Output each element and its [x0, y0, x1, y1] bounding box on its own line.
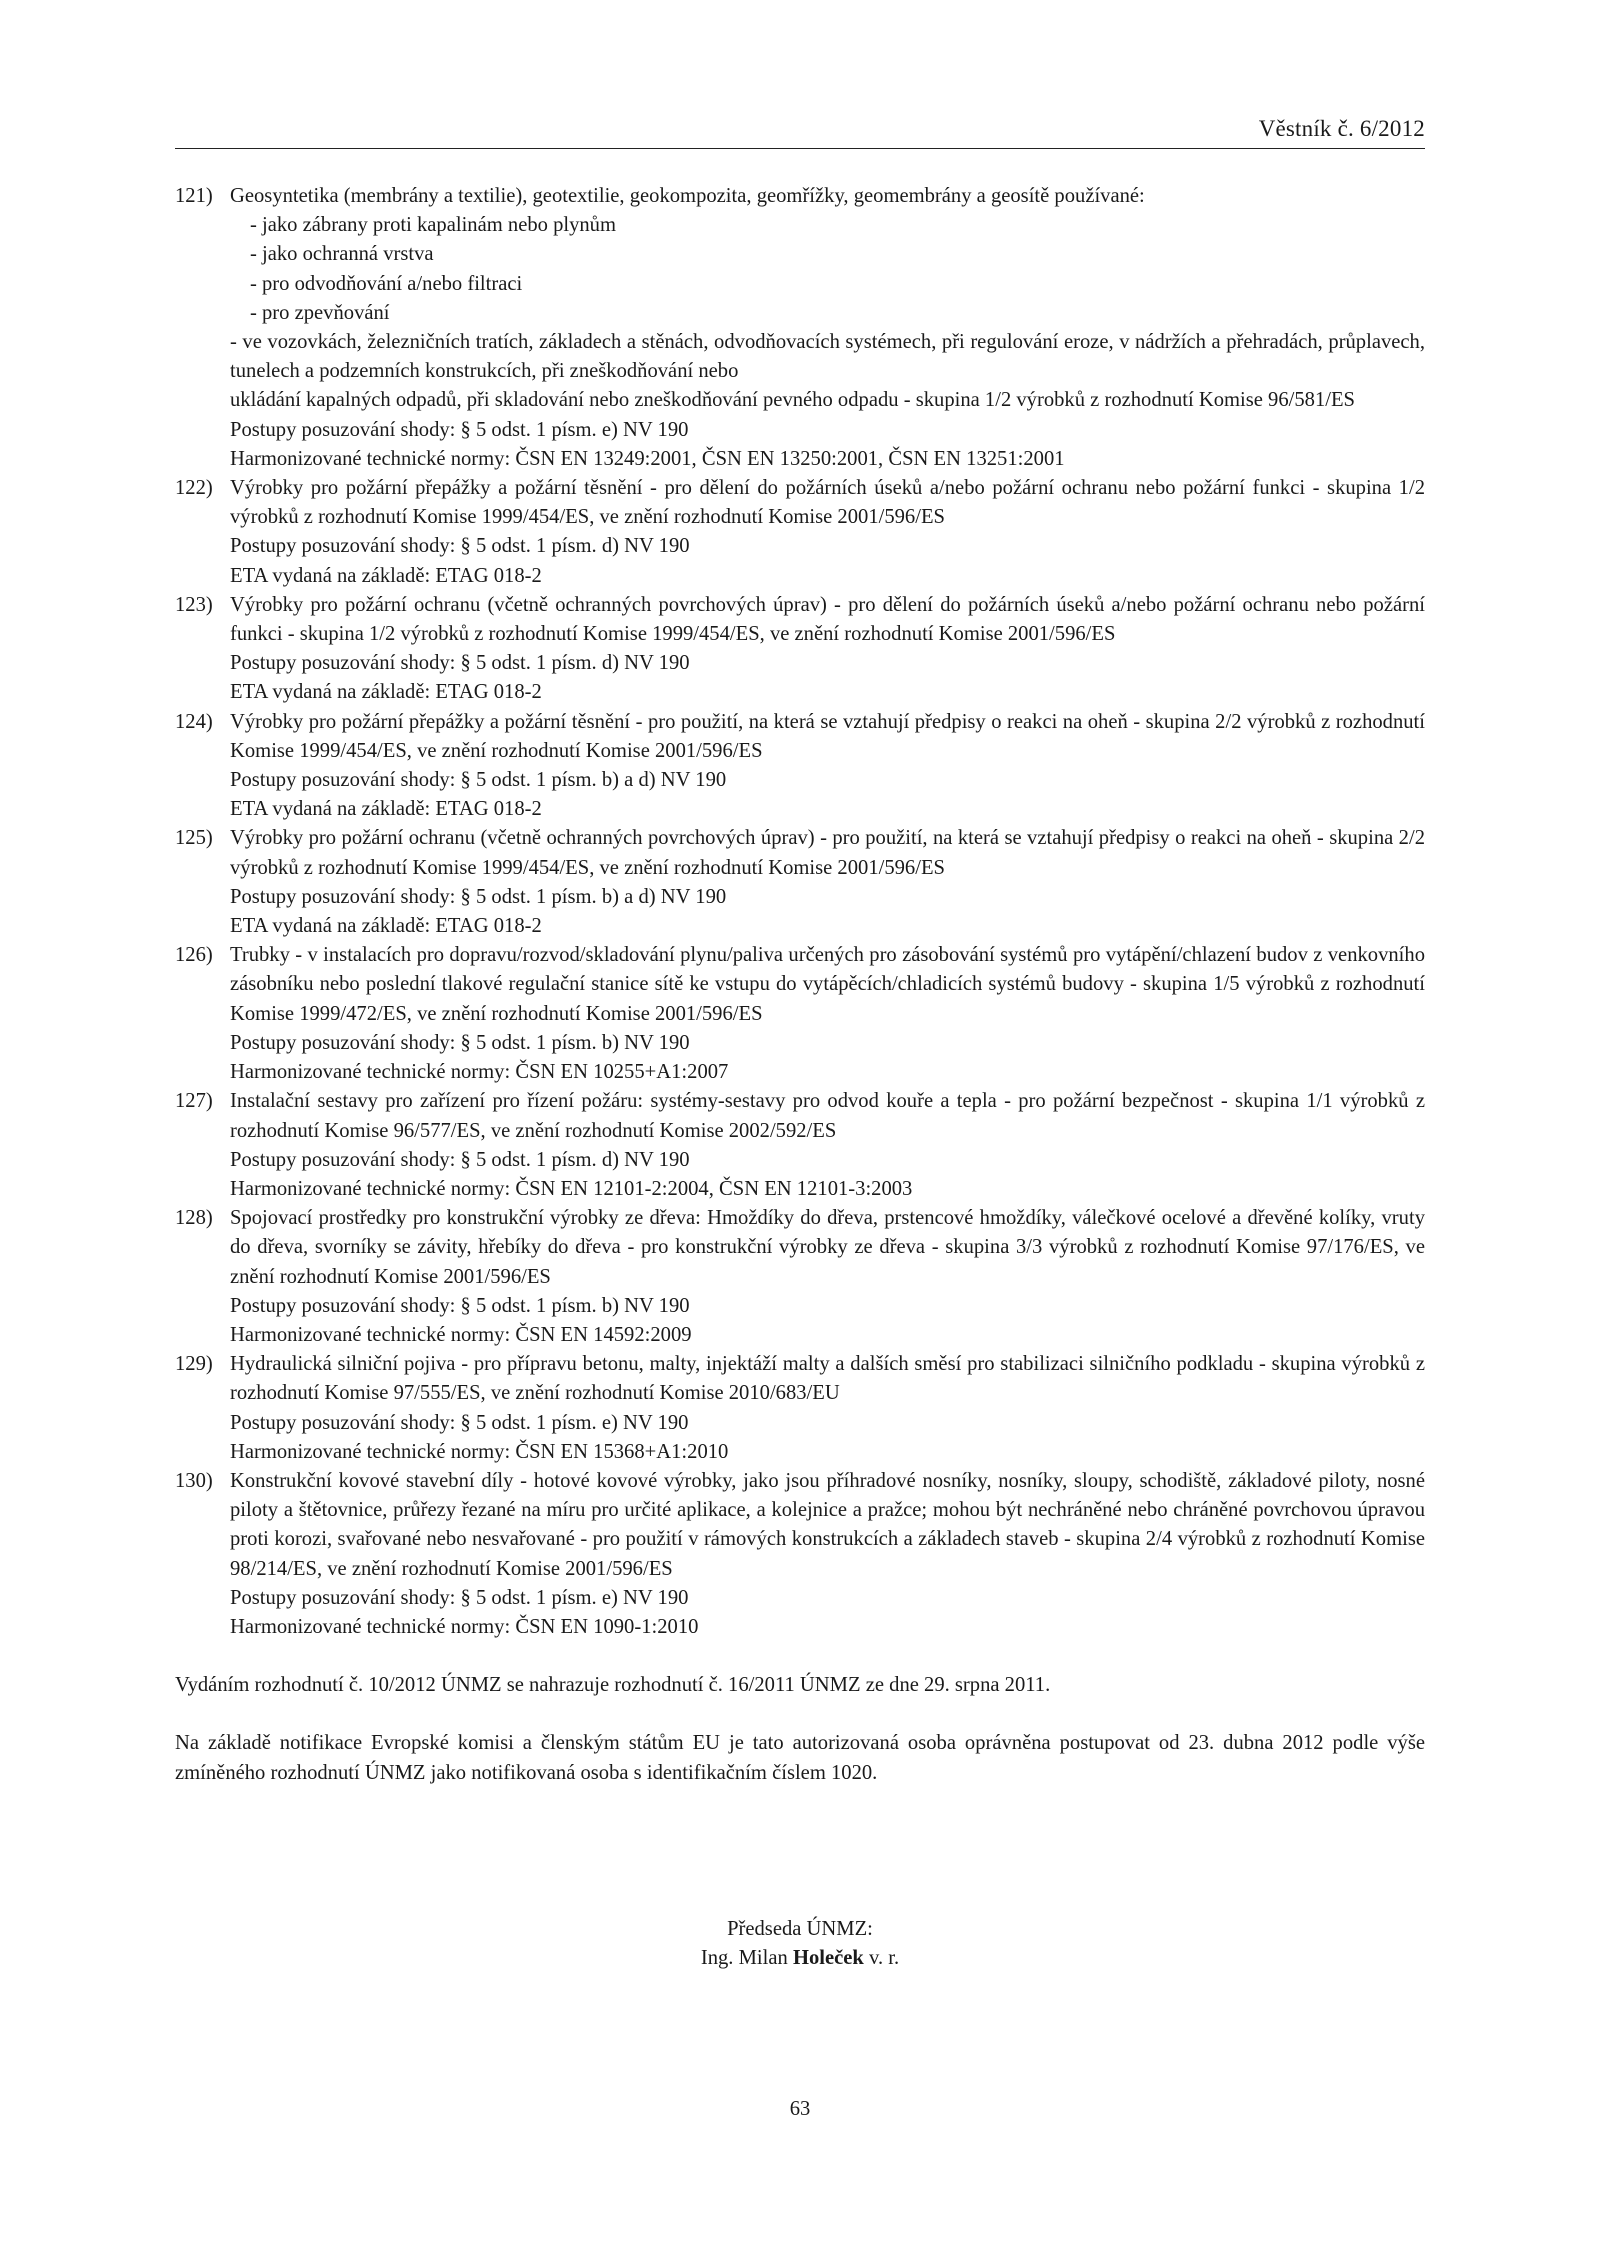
item-norms: ETA vydaná na základě: ETAG 018-2	[230, 915, 542, 938]
list-item	[175, 1467, 1425, 1642]
item-description: Geosyntetika (membrány a textilie), geotextilie, geokompozita, geomřížky, geomembrány a geosítě používané:	[230, 185, 1145, 207]
replacement-note: Vydáním rozhodnutí č. 10/2012 ÚNMZ se nahrazuje rozhodnutí č. 16/2011 ÚNMZ ze dne 29. srpna 2011.	[175, 1674, 1051, 1697]
signature-role: Předseda ÚNMZ:	[727, 1918, 873, 1940]
item-number: 126)	[175, 944, 213, 967]
item-body	[230, 1467, 1425, 1642]
item-number: 130)	[175, 1469, 213, 1492]
item-number: 125)	[175, 827, 213, 850]
item-norms: ETA vydaná na základě: ETAG 018-2	[230, 681, 542, 704]
signature-suffix: v. r.	[863, 1947, 900, 1970]
item-number: 122)	[175, 477, 213, 500]
item-body	[230, 182, 1425, 474]
item-body	[230, 1350, 1425, 1467]
item-subline: - pro zpevňování	[250, 301, 390, 324]
item-body	[230, 1087, 1425, 1204]
list-item	[175, 824, 1425, 941]
item-description: Hydraulická silniční pojiva - pro přípravu betonu, malty, injektáží malty a dalších směsí pro stabilizaci silničního podkladu - skupina výrobků z rozhodnutí Komise 97/555/ES, ve znění rozhodnutí Komise 2010/683/EU	[230, 1353, 1425, 1405]
item-norms: ETA vydaná na základě: ETAG 018-2	[230, 798, 542, 821]
item-description: Výrobky pro požární přepážky a požární těsnění - pro použití, na která se vztahují předpisy o reakci na oheň - skupina 2/2 výrobků z rozhodnutí Komise 1999/454/ES, ve znění rozhodnutí Komise 2001/596/ES	[230, 710, 1425, 762]
list-item	[175, 474, 1425, 591]
item-number: 121)	[175, 185, 213, 207]
list-item	[175, 1350, 1425, 1467]
item-procedure: Postupy posuzování shody: § 5 odst. 1 písm. b) NV 190	[230, 1294, 690, 1317]
item-norms: ETA vydaná na základě: ETAG 018-2	[230, 564, 542, 587]
signature-prefix: Ing. Milan	[700, 1947, 793, 1970]
item-procedure: Postupy posuzování shody: § 5 odst. 1 písm. e) NV 190	[230, 418, 689, 441]
item-description: Výrobky pro požární přepážky a požární těsnění - pro dělení do požárních úseků a/nebo požární ochranu nebo požární funkci - skupina 1/2 výrobků z rozhodnutí Komise 1999/454/ES, ve znění rozhodnutí Komise 2001/596/ES	[230, 477, 1425, 529]
item-description: Výrobky pro požární ochranu (včetně ochranných povrchových úprav) - pro dělení do požárních úseků a/nebo požární ochranu nebo požární funkci - skupina 1/2 výrobků z rozhodnutí Komise 1999/454/ES, ve znění rozhodnutí Komise 2001/596/ES	[230, 593, 1425, 646]
item-procedure: Postupy posuzování shody: § 5 odst. 1 písm. d) NV 190	[230, 652, 690, 675]
item-description: Konstrukční kovové stavební díly - hotové kovové výrobky, jako jsou příhradové nosníky, nosníky, sloupy, schodiště, základové piloty, nosné piloty a štětovnice, průřezy řezané na míru pro určité aplikace, a kolejnice a pražce; mohou být nechráněné nebo chráněné povrchovou úpravou proti korozi, svařované nebo nesvařované - pro použití v rámových konstrukcích a základech staveb - skupina 2/4 výrobků z rozhodnutí Komise 98/214/ES, ve znění rozhodnutí Komise 2001/596/ES	[230, 1469, 1425, 1580]
item-description: Spojovací prostředky pro konstrukční výrobky ze dřeva: Hmoždíky do dřeva, prstencové hmoždíky, válečkové ocelové a dřevěné kolíky, vruty do dřeva, svorníky se závity, hřebíky do dřeva - pro konstrukční výrobky ze dřeva - skupina 3/3 výrobků z rozhodnutí Komise 97/176/ES, ve znění rozhodnutí Komise 2001/596/ES	[230, 1207, 1425, 1288]
item-number: 124)	[175, 710, 213, 733]
item-body	[230, 1204, 1425, 1350]
item-procedure: Postupy posuzování shody: § 5 odst. 1 písm. e) NV 190	[230, 1586, 689, 1609]
page-number: 63	[789, 2098, 811, 2120]
item-number: 129)	[175, 1353, 213, 1376]
signature-block	[0, 1915, 1600, 1973]
item-procedure: Postupy posuzování shody: § 5 odst. 1 písm. d) NV 190	[230, 1148, 690, 1171]
list-item	[175, 941, 1425, 1087]
list-item	[175, 1204, 1425, 1350]
item-norms: Harmonizované technické normy: ČSN EN 15368+A1:2010	[230, 1440, 729, 1463]
item-norms: Harmonizované technické normy: ČSN EN 12101-2:2004, ČSN EN 12101-3:2003	[230, 1177, 913, 1200]
notification-note: Na základě notifikace Evropské komisi a členským státům EU je tato autorizovaná osoba oprávněna postupovat od 23. dubna 2012 podle výše zmíněného rozhodnutí ÚNMZ jako notifikovaná osoba s identifikačním číslem 1020.	[175, 1732, 1425, 1784]
item-subline: - jako ochranná vrstva	[250, 243, 434, 266]
item-procedure: Postupy posuzování shody: § 5 odst. 1 písm. d) NV 190	[230, 535, 690, 558]
list-item	[175, 591, 1425, 708]
signature-surname: Holeček	[792, 1947, 864, 1970]
item-body	[230, 474, 1425, 591]
item-norms: Harmonizované technické normy: ČSN EN 14592:2009	[230, 1323, 692, 1346]
list-item	[175, 708, 1425, 825]
product-list	[175, 182, 1425, 1642]
item-body	[230, 708, 1425, 825]
list-item	[175, 182, 1425, 474]
item-extra-text: - ve vozovkách, železničních tratích, základech a stěnách, odvodňovacích systémech, při regulování eroze, v nádržích a přehradách, průplavech, tunelech a podzemních konstrukcích, při zneškodňování nebo	[230, 331, 1425, 383]
list-item	[175, 1087, 1425, 1204]
journal-title: Věstník č. 6/2012	[1258, 116, 1425, 141]
item-subline: - jako zábrany proti kapalinám nebo plynům	[250, 214, 617, 237]
item-body	[230, 941, 1425, 1087]
item-number: 128)	[175, 1207, 213, 1230]
item-body	[230, 591, 1425, 708]
item-procedure: Postupy posuzování shody: § 5 odst. 1 písm. b) a d) NV 190	[230, 769, 727, 792]
item-procedure: Postupy posuzování shody: § 5 odst. 1 písm. b) NV 190	[230, 1031, 690, 1054]
item-extra-text: ukládání kapalných odpadů, při skladování nebo zneškodňování pevného odpadu - skupina 1/2 výrobků z rozhodnutí Komise 96/581/ES	[230, 389, 1356, 412]
item-procedure: Postupy posuzování shody: § 5 odst. 1 písm. b) a d) NV 190	[230, 885, 727, 908]
page-header	[175, 110, 1425, 149]
item-procedure: Postupy posuzování shody: § 5 odst. 1 písm. e) NV 190	[230, 1411, 689, 1434]
item-number: 127)	[175, 1090, 213, 1113]
item-norms: Harmonizované technické normy: ČSN EN 1090-1:2010	[230, 1615, 699, 1638]
document-content	[175, 182, 1425, 1788]
item-subline: - pro odvodňování a/nebo filtraci	[250, 272, 523, 295]
item-norms: Harmonizované technické normy: ČSN EN 10255+A1:2007	[230, 1061, 729, 1084]
item-body	[230, 824, 1425, 941]
item-norms: Harmonizované technické normy: ČSN EN 13249:2001, ČSN EN 13250:2001, ČSN EN 13251:2001	[230, 447, 1065, 470]
item-description: Instalační sestavy pro zařízení pro řízení požáru: systémy-sestavy pro odvod kouře a tepla - pro požární bezpečnost - skupina 1/1 výrobků z rozhodnutí Komise 96/577/ES, ve znění rozhodnutí Komise 2002/592/ES	[230, 1090, 1425, 1142]
item-number: 123)	[175, 593, 213, 616]
signature-name	[0, 1944, 1600, 1973]
item-description: Výrobky pro požární ochranu (včetně ochranných povrchových úprav) - pro použití, na která se vztahují předpisy o reakci na oheň - skupina 2/2 výrobků z rozhodnutí Komise 1999/454/ES, ve znění rozhodnutí Komise 2001/596/ES	[230, 827, 1425, 879]
item-description: Trubky - v instalacích pro dopravu/rozvod/skladování plynu/paliva určených pro zásobování systémů pro vytápění/chlazení budov z venkovního zásobníku nebo poslední tlakové regulační stanice sítě ke vstupu do vytápěcích/chladicích systémů budovy - skupina 1/5 výrobků z rozhodnutí Komise 1999/472/ES, ve znění rozhodnutí Komise 2001/596/ES	[230, 944, 1425, 1025]
